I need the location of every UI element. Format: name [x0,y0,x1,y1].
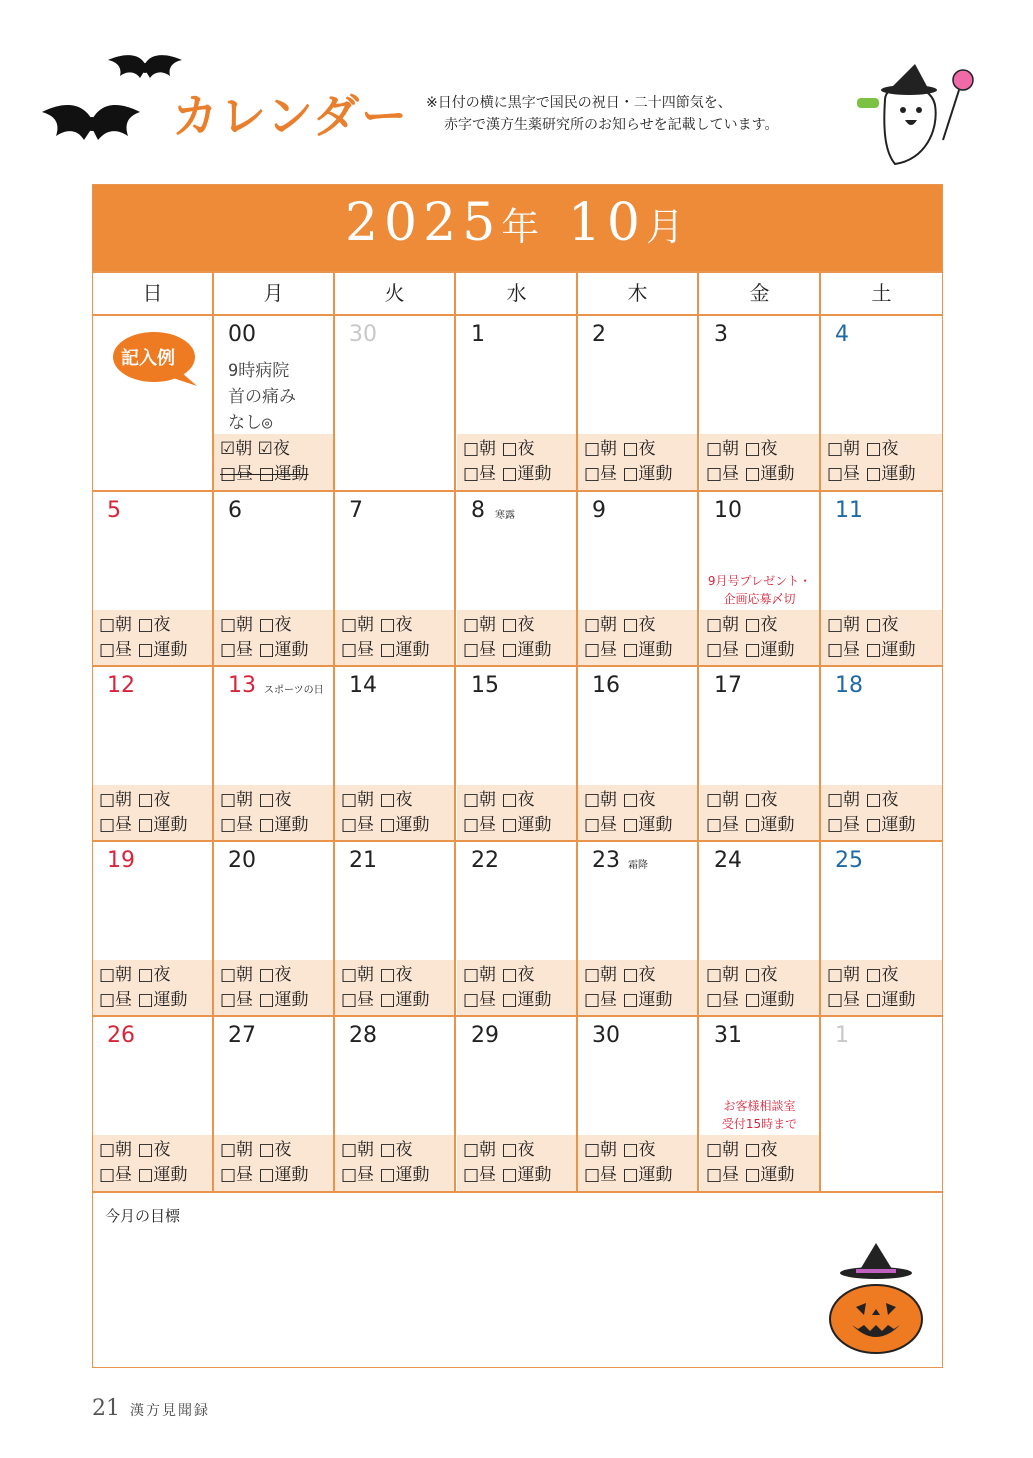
checklist[interactable] [214,434,333,490]
day-cell[interactable] [457,1017,578,1191]
example-note-line: 首の痛み [228,387,296,407]
day-number: 6 [228,498,242,523]
notice-text [700,1097,819,1133]
checklist[interactable] [457,785,576,841]
checklist-line[interactable]: □昼 □運動 [584,464,673,484]
checklist-line[interactable]: □昼 □運動 [99,990,188,1010]
checklist-line[interactable]: □昼 □運動 [706,815,795,835]
day-number: 23 [592,848,620,873]
checklist-line[interactable]: □昼 □運動 [463,640,552,660]
checklist[interactable] [821,434,942,490]
day-cell[interactable] [700,667,821,841]
checklist-line[interactable]: □朝 □夜 [99,965,171,985]
ghost-icon [855,60,985,170]
day-cell[interactable] [700,316,821,490]
year-unit: 年 [501,205,546,249]
day-cell[interactable] [335,492,456,666]
checklist[interactable] [214,960,333,1016]
checklist-line[interactable]: □昼 □運動 [341,1165,430,1185]
day-cell[interactable] [457,492,578,666]
day-cell[interactable] [93,316,214,490]
checklist[interactable] [335,610,454,666]
checklist-line[interactable]: □朝 □夜 [827,615,899,635]
checklist-line[interactable]: □朝 □夜 [827,790,899,810]
checklist-line[interactable]: □昼 □運動 [220,464,309,484]
notice-line: 企画応募〆切 [723,592,796,606]
observance-label: 寒露 [495,510,515,521]
day-number: 27 [228,1023,256,1048]
weekday-label: 金 [700,273,821,314]
goal-label: 今月の目標 [105,1207,181,1225]
day-cell[interactable] [335,842,456,1016]
pumpkin-icon [828,1243,924,1355]
checklist[interactable] [700,434,819,490]
day-number: 2 [592,322,606,347]
day-cell[interactable] [821,492,942,666]
checklist-line[interactable]: □朝 □夜 [706,1140,778,1160]
checklist[interactable] [821,610,942,666]
notice-line: 9月号プレゼント・ [707,574,812,588]
checklist-line[interactable]: □朝 □夜 [706,615,778,635]
checklist-line[interactable]: □昼 □運動 [706,1165,795,1185]
day-cell[interactable] [214,492,335,666]
checklist-line[interactable]: □朝 □夜 [99,790,171,810]
day-number: 17 [714,673,742,698]
note-line-1: ※日付の横に黒字で国民の祝日・二十四節気を、 [426,95,732,111]
checklist[interactable] [821,785,942,841]
checklist-line[interactable]: □朝 □夜 [706,439,778,459]
calendar-week [93,1015,942,1191]
day-number: 3 [714,322,728,347]
checklist-line[interactable]: □朝 □夜 [827,965,899,985]
checklist-line[interactable]: □朝 □夜 [99,1140,171,1160]
notice-text [700,572,819,608]
day-number: 16 [592,673,620,698]
example-badge: 記入例 [121,348,175,369]
checklist[interactable] [93,610,212,666]
checklist-line[interactable]: □昼 □運動 [220,640,309,660]
checklist[interactable] [700,960,819,1016]
day-cell[interactable] [335,667,456,841]
day-cell[interactable] [578,316,699,490]
day-cell[interactable] [578,492,699,666]
checklist-line[interactable]: □昼 □運動 [341,815,430,835]
example-note [228,358,296,436]
checklist-line[interactable]: □朝 □夜 [99,615,171,635]
day-number: 30 [349,322,377,347]
checklist-line[interactable]: □朝 □夜 [341,790,413,810]
day-number: 7 [349,498,363,523]
monthly-goal[interactable] [93,1191,942,1367]
weekday-label: 日 [93,273,214,314]
checklist-line[interactable]: □昼 □運動 [584,640,673,660]
page-number: 21 [92,1396,120,1421]
day-cell[interactable] [700,492,821,666]
day-number: 21 [349,848,377,873]
checklist[interactable] [700,785,819,841]
day-cell[interactable] [214,667,335,841]
checklist[interactable] [578,960,697,1016]
checklist-line[interactable]: □朝 □夜 [220,965,292,985]
day-cell[interactable] [335,1017,456,1191]
checklist-line[interactable]: □昼 □運動 [220,990,309,1010]
checklist-line[interactable]: □朝 □夜 [341,965,413,985]
day-cell[interactable] [93,492,214,666]
checklist-line[interactable]: □昼 □運動 [463,990,552,1010]
checklist-line[interactable]: □昼 □運動 [99,815,188,835]
day-number: 1 [835,1023,849,1048]
checklist[interactable] [700,1135,819,1191]
checklist-line[interactable]: □朝 □夜 [827,439,899,459]
day-number: 13 [228,673,256,698]
checklist[interactable] [93,960,212,1016]
day-cell[interactable] [93,667,214,841]
calendar-week [93,840,942,1016]
checklist[interactable] [214,785,333,841]
month: 10 [567,193,647,253]
example-note-line: 9時病院 [228,361,290,381]
checklist[interactable] [457,434,576,490]
weekday-header [93,271,942,314]
checklist[interactable] [214,610,333,666]
note-line-2: 赤字で漢方生薬研究所のお知らせを記載しています。 [444,117,779,133]
day-number: 9 [592,498,606,523]
checklist-line[interactable]: □朝 □夜 [706,965,778,985]
day-cell[interactable] [93,842,214,1016]
checklist[interactable] [93,785,212,841]
day-number: 25 [835,848,863,873]
day-number: 31 [714,1023,742,1048]
checklist-line[interactable]: □朝 □夜 [584,615,656,635]
day-number: 10 [714,498,742,523]
checklist-line[interactable]: □昼 □運動 [341,990,430,1010]
checklist-line[interactable]: □朝 □夜 [584,965,656,985]
day-cell[interactable] [457,316,578,490]
day-cell[interactable] [457,842,578,1016]
day-number: 29 [471,1023,499,1048]
checklist-line[interactable]: □昼 □運動 [99,640,188,660]
checklist-line[interactable]: □昼 □運動 [220,1165,309,1185]
year: 2025 [344,193,502,253]
checklist-line[interactable]: □昼 □運動 [706,990,795,1010]
checklist-line[interactable]: □昼 □運動 [827,640,916,660]
checklist-line[interactable]: □昼 □運動 [827,464,916,484]
day-number: 8 [471,498,485,523]
publication-name: 漢方見聞録 [130,1403,210,1419]
month-unit: 月 [646,205,691,249]
calendar [92,184,943,1368]
checklist[interactable] [93,1135,212,1191]
weekday-label: 月 [214,273,335,314]
day-cell[interactable] [821,1017,942,1191]
day-number: 11 [835,498,863,523]
checklist-line[interactable]: ☑朝 ☑夜 [220,439,290,459]
checklist-line[interactable]: □昼 □運動 [706,464,795,484]
day-number: 15 [471,673,499,698]
checklist-line[interactable]: □朝 □夜 [463,790,535,810]
checklist-line[interactable]: □昼 □運動 [827,990,916,1010]
checklist-line[interactable]: □昼 □運動 [827,815,916,835]
day-number: 18 [835,673,863,698]
checklist[interactable] [578,610,697,666]
checklist-line[interactable]: □朝 □夜 [584,439,656,459]
checklist-line[interactable]: □昼 □運動 [584,815,673,835]
day-cell[interactable] [214,316,335,490]
day-cell[interactable] [578,842,699,1016]
checklist-line[interactable]: □朝 □夜 [220,790,292,810]
checklist[interactable] [457,960,576,1016]
day-cell[interactable] [821,842,942,1016]
checklist-line[interactable]: □昼 □運動 [584,990,673,1010]
checklist-line[interactable]: □昼 □運動 [463,464,552,484]
weekday-label: 木 [578,273,699,314]
legend-note [426,92,778,136]
day-number: 22 [471,848,499,873]
day-cell[interactable] [821,316,942,490]
day-cell[interactable] [214,842,335,1016]
checklist[interactable] [821,960,942,1016]
checklist-line[interactable]: □昼 □運動 [463,815,552,835]
day-cell[interactable] [93,1017,214,1191]
example-note-line: なし◎ [228,413,273,433]
checklist-line[interactable]: □朝 □夜 [341,1140,413,1160]
checklist-line[interactable]: □朝 □夜 [463,439,535,459]
checklist[interactable] [335,785,454,841]
weekday-label: 水 [457,273,578,314]
checklist[interactable] [578,785,697,841]
calendar-week [93,665,942,841]
checklist-line[interactable]: □朝 □夜 [463,965,535,985]
observance-label: 霜降 [628,860,648,871]
checklist-line[interactable]: □朝 □夜 [220,615,292,635]
checklist-line[interactable]: □朝 □夜 [220,1140,292,1160]
checklist[interactable] [578,1135,697,1191]
checklist-line[interactable]: □昼 □運動 [220,815,309,835]
checklist-line[interactable]: □朝 □夜 [584,790,656,810]
day-number: 14 [349,673,377,698]
day-number: 5 [107,498,121,523]
day-cell[interactable] [821,667,942,841]
checklist-line[interactable]: □昼 □運動 [706,640,795,660]
page-title: カレンダー [172,89,410,143]
day-number: 28 [349,1023,377,1048]
checklist[interactable] [700,610,819,666]
weekday-label: 火 [335,273,456,314]
checklist[interactable] [335,960,454,1016]
day-number: 24 [714,848,742,873]
day-number: 00 [228,322,256,347]
day-cell[interactable] [700,1017,821,1191]
checklist-line[interactable]: □朝 □夜 [341,615,413,635]
checklist-line[interactable]: □昼 □運動 [584,1165,673,1185]
checklist-line[interactable]: □昼 □運動 [463,1165,552,1185]
month-header [93,185,942,271]
checklist[interactable] [457,610,576,666]
day-number: 30 [592,1023,620,1048]
day-number: 4 [835,322,849,347]
checklist-line[interactable]: □朝 □夜 [706,790,778,810]
day-number: 12 [107,673,135,698]
checklist-line[interactable]: □朝 □夜 [463,615,535,635]
notice-line: お客様相談室 [723,1099,796,1113]
checklist[interactable] [578,434,697,490]
day-cell[interactable] [457,667,578,841]
checklist-line[interactable]: □昼 □運動 [341,640,430,660]
calendar-week [93,314,942,490]
checklist-line[interactable]: □昼 □運動 [99,1165,188,1185]
day-cell[interactable] [700,842,821,1016]
checklist-line[interactable]: □朝 □夜 [463,1140,535,1160]
observance-label: スポーツの日 [264,685,324,696]
day-number: 26 [107,1023,135,1048]
checklist[interactable] [214,1135,333,1191]
day-cell[interactable] [578,667,699,841]
day-cell[interactable] [335,316,456,490]
checklist[interactable] [335,1135,454,1191]
bat-icon [40,98,142,154]
calendar-week [93,490,942,666]
day-number: 19 [107,848,135,873]
checklist[interactable] [457,1135,576,1191]
day-cell[interactable] [214,1017,335,1191]
weekday-label: 土 [871,281,892,305]
day-cell[interactable] [578,1017,699,1191]
notice-line: 受付15時まで [721,1117,798,1131]
checklist-line[interactable]: □朝 □夜 [584,1140,656,1160]
day-number: 20 [228,848,256,873]
footer [92,1396,210,1421]
day-number: 1 [471,322,485,347]
